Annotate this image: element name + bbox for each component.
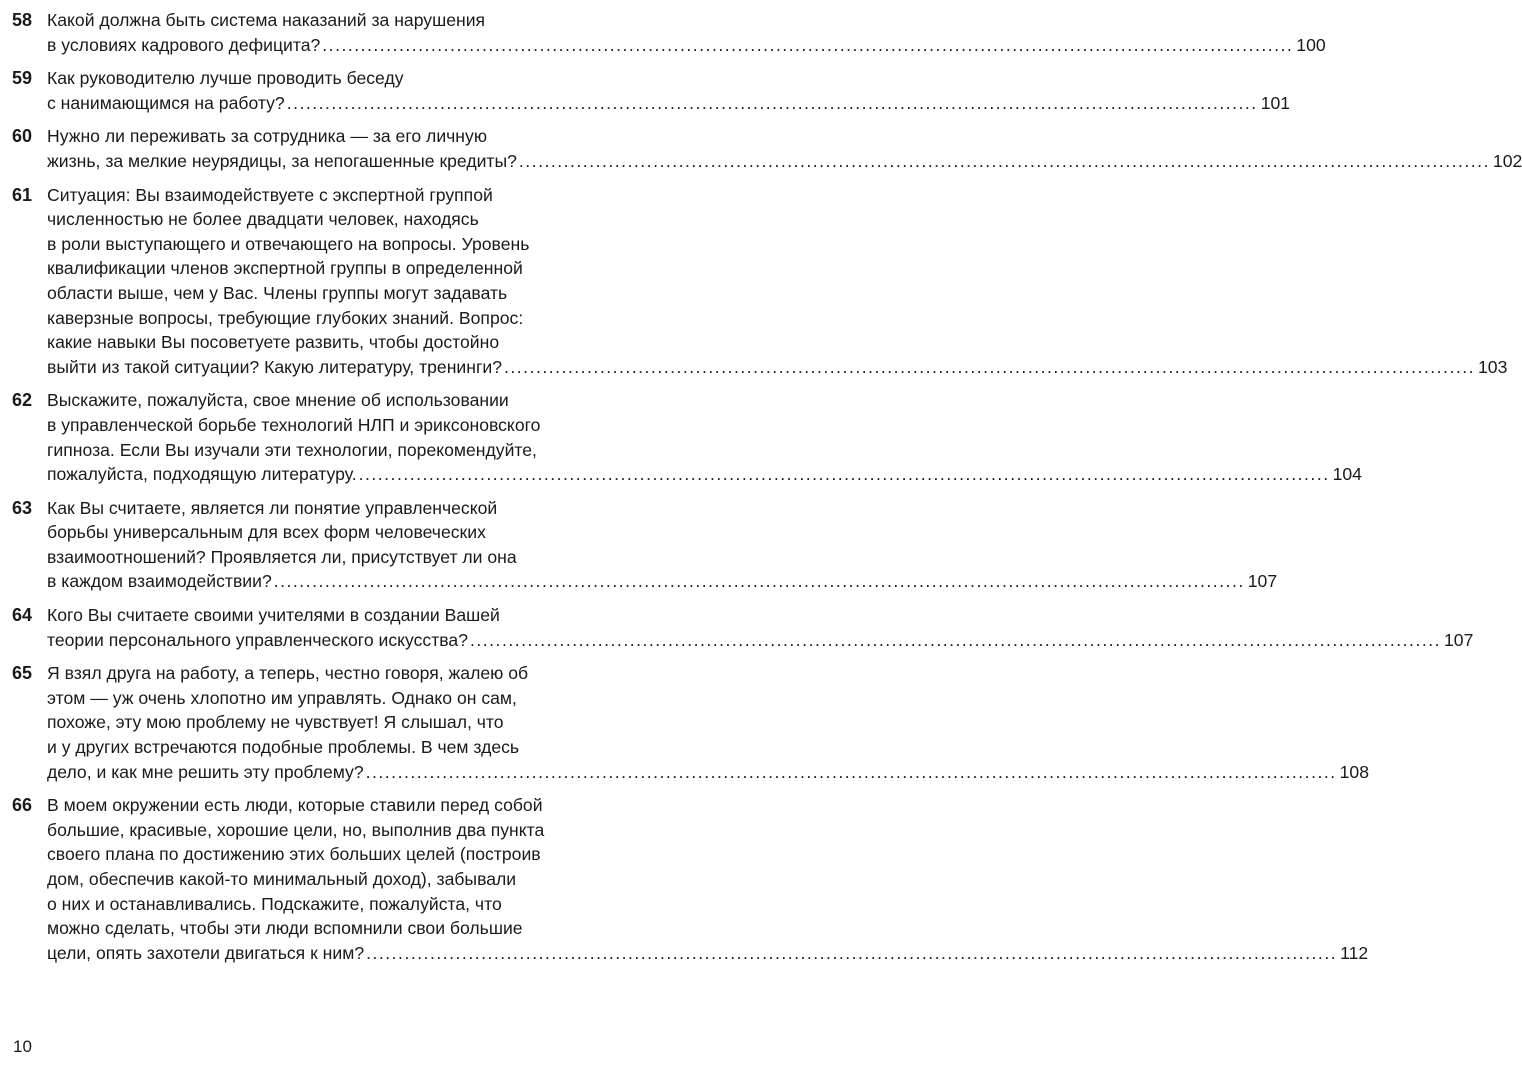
entry-page-number: 112: [1340, 942, 1369, 963]
leader-dots: [519, 149, 1490, 174]
entry-title: [47, 603, 1473, 652]
entry-last-line: [47, 462, 1362, 487]
entry-title: [47, 66, 1290, 115]
entry-line: какие навыки Вы посоветуете развить, чтобы достойно: [47, 332, 500, 353]
entry-line: Я взял друга на работу, а теперь, честно говоря, жалею об: [47, 663, 529, 684]
entry-last-line: [47, 569, 1277, 594]
entry-title: [47, 661, 1369, 784]
entry-title: [47, 8, 1326, 57]
entry-line: Какой должна быть система наказаний за нарушения: [47, 10, 486, 30]
entry-line: борьбы универсальным для всех форм человеческих: [47, 522, 486, 543]
entry-line: Ситуация: Вы взаимодействуете с экспертной группой: [47, 184, 493, 205]
entry-line: пожалуйста, подходящую литературу.: [47, 464, 357, 485]
entry-number: 58: [12, 10, 33, 30]
entry-line: жизнь, за мелкие неурядицы, за непогашенные кредиты?: [47, 150, 517, 171]
entry-line: в управленческой борьбе технологий НЛП и эриксоновского: [47, 414, 541, 435]
entry-title: [47, 793, 1368, 965]
entry-line: этом — уж очень хлопотно им управлять. Однако он сам,: [47, 687, 517, 708]
entry-number: 62: [12, 390, 33, 411]
toc-entry: [12, 388, 1362, 486]
leader-dots: [274, 569, 1245, 594]
entry-page-number: 108: [1339, 761, 1369, 782]
entry-line: Как Вы считаете, является ли понятие управленческой: [47, 497, 498, 518]
page-folio: 10: [13, 1037, 32, 1056]
toc-entry: [12, 603, 1474, 652]
entry-title: [47, 183, 1507, 380]
toc-entry: [12, 66, 1291, 115]
entry-number: 59: [12, 68, 33, 89]
toc-entry: [12, 661, 1369, 784]
entry-line: похоже, эту мою проблему не чувствует! Я слышал, что: [47, 712, 504, 733]
entry-line: области выше, чем у Вас. Члены группы могут задавать: [47, 282, 508, 303]
entry-line: дом, обеспечив какой-то минимальный доход), забывали: [47, 869, 517, 889]
entry-line: дело, и как мне решить эту проблему?: [47, 761, 364, 782]
entry-line: квалификации членов экспертной группы в определенной: [47, 258, 523, 279]
leader-dots: [470, 628, 1441, 653]
table-of-contents: [12, 8, 1522, 974]
entry-number: 61: [12, 184, 33, 205]
leader-dots: [322, 33, 1293, 58]
entry-last-line: [47, 149, 1522, 174]
entry-line: каверзные вопросы, требующие глубоких знаний. Вопрос:: [47, 307, 524, 328]
entry-title: [47, 124, 1522, 173]
entry-line: о них и останавливались. Подскажите, пожалуйста, что: [47, 893, 502, 914]
entry-line: взаимоотношений? Проявляется ли, присутствует ли она: [47, 546, 517, 567]
entry-line: большие, красивые, хорошие цели, но, выполнив два пункта: [47, 819, 545, 840]
entry-line: Нужно ли переживать за сотрудника — за его личную: [47, 126, 488, 147]
entry-page-number: 100: [1296, 34, 1326, 55]
leader-dots: [359, 462, 1330, 487]
entry-line: с нанимающимся на работу?: [47, 92, 285, 113]
entry-line: в условиях кадрового дефицита?: [47, 34, 321, 55]
toc-entry: [12, 8, 1326, 57]
entry-last-line: [47, 91, 1290, 116]
entry-line: своего плана по достижению этих больших целей (построив: [47, 844, 541, 865]
entry-line: Выскажите, пожалуйста, свое мнение об использовании: [47, 390, 509, 411]
leader-dots: [366, 941, 1337, 966]
leader-dots: [287, 91, 1258, 116]
entry-line: теории персонального управленческого искусства?: [47, 629, 468, 650]
entry-line: Как руководителю лучше проводить беседу: [47, 68, 404, 89]
entry-page-number: 101: [1260, 92, 1291, 113]
entry-number: 64: [12, 605, 33, 626]
entry-line: можно сделать, чтобы эти люди вспомнили свои большие: [47, 918, 523, 939]
entry-page-number: 103: [1478, 356, 1508, 377]
toc-entry: [12, 496, 1278, 594]
toc-entry: [12, 183, 1508, 380]
entry-page-number: 107: [1247, 571, 1278, 592]
entry-last-line: [47, 628, 1473, 653]
entry-line: в роли выступающего и отвечающего на вопросы. Уровень: [47, 233, 530, 254]
entry-line: В моем окружении есть люди, которые ставили перед собой: [47, 795, 543, 816]
entry-title: [47, 388, 1362, 486]
entry-last-line: [47, 33, 1326, 58]
entry-line: численностью не более двадцати человек, находясь: [47, 209, 479, 230]
entry-number: 63: [12, 497, 33, 518]
entry-last-line: [47, 760, 1369, 785]
entry-last-line: [47, 355, 1507, 380]
entry-line: выйти из такой ситуации? Какую литературу, тренинги?: [47, 356, 502, 377]
toc-entry: [12, 793, 1369, 965]
toc-entry: [12, 124, 1522, 173]
entry-page-number: 104: [1332, 464, 1362, 485]
entry-line: гипноза. Если Вы изучали эти технологии, порекомендуйте,: [47, 439, 537, 460]
leader-dots: [366, 760, 1337, 785]
entry-number: 66: [12, 795, 33, 816]
entry-page-number: 107: [1444, 629, 1474, 650]
entry-line: цели, опять захотели двигаться к ним?: [47, 942, 365, 963]
entry-page-number: 102: [1492, 150, 1522, 171]
leader-dots: [504, 355, 1475, 380]
entry-line: и у других встречаются подобные проблемы. В чем здесь: [47, 737, 520, 758]
entry-title: [47, 496, 1277, 594]
entry-number: 60: [12, 126, 33, 147]
entry-line: Кого Вы считаете своими учителями в создании Вашей: [47, 605, 500, 626]
entry-last-line: [47, 941, 1368, 966]
entry-number: 65: [12, 663, 33, 684]
entry-line: в каждом взаимодействии?: [47, 571, 272, 592]
